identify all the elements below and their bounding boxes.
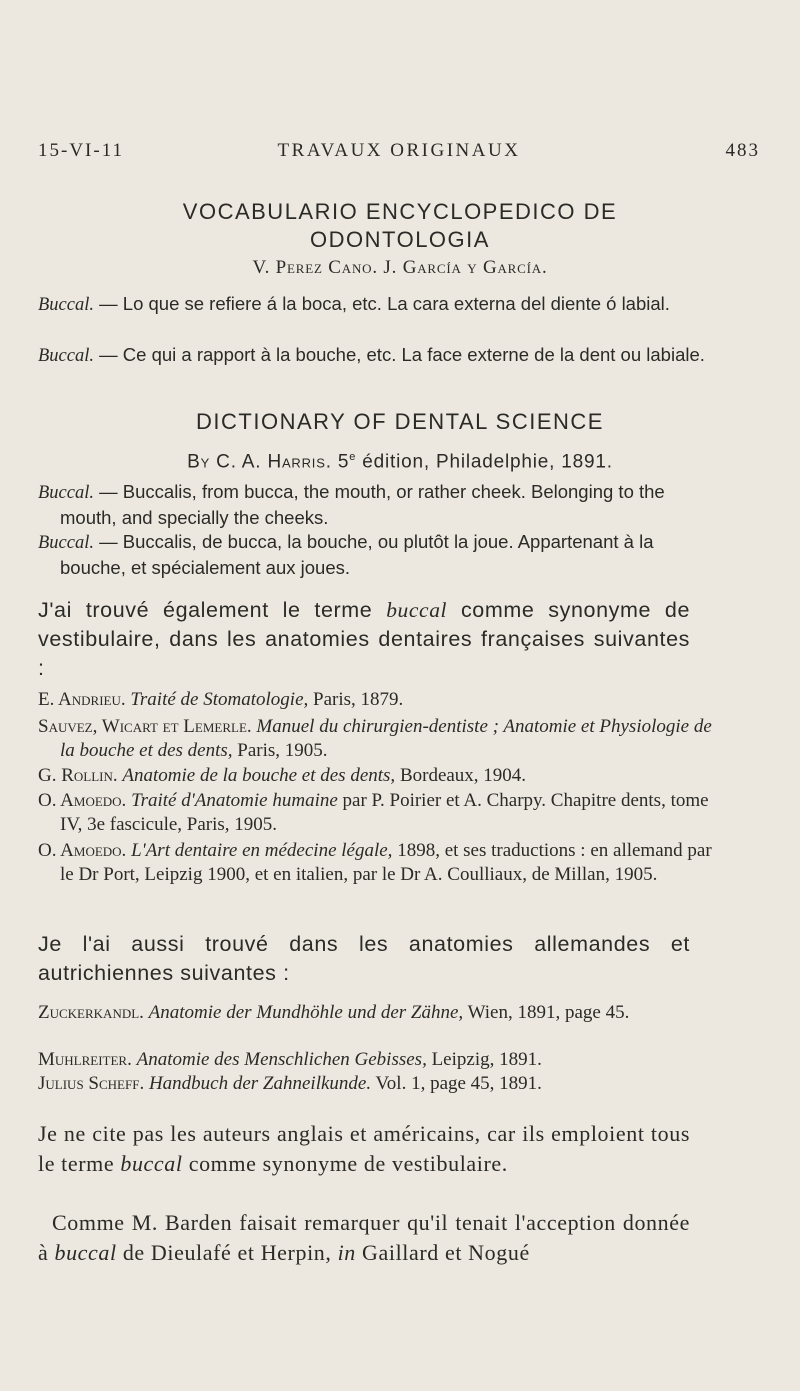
issue-date: 15-VI-11: [38, 140, 124, 161]
reference-scheff: Julius Scheff. Handbuch der Zahneilkunde. Vol. 1, page 45, 1891.: [38, 1073, 542, 1094]
reference-muhlreiter: Muhlreiter. Anatomie des Menschlichen Gebisses, Leipzig, 1891.: [38, 1049, 542, 1070]
running-head: [38, 140, 760, 170]
paragraph-french-anatomies: J'ai trouvé également le terme buccal comme synonyme de vestibulaire, dans les anatomies dentaires françaises suivantes :: [38, 598, 691, 680]
paragraph-english-authors: Je ne cite pas les auteurs anglais et américains, car ils emploient tous le terme buccal comme synonyme de vestibulaire.: [38, 1121, 690, 1176]
paragraph-german-anatomies: Je l'ai aussi trouvé dans les anatomies allemandes et autrichiennes suivantes :: [38, 932, 690, 985]
vocab-entry-spanish: Buccal. — Lo que se refiere á la boca, etc. La cara externa del diente ó labial.: [38, 293, 670, 315]
dict-authors: By C. A. Harris. 5e édition, Philadelphie, 1891.: [187, 451, 613, 473]
reference-sauvez: Sauvez, Wicart et Lemerle. Manuel du chirurgien-dentiste ; Anatomie et Physiologie de la bouche et des dents, Paris, 1905.: [38, 716, 712, 761]
page-number: 483: [725, 140, 760, 161]
section-heading: TRAVAUX ORIGINAUX: [277, 140, 521, 161]
dict-entry-french: Buccal. — Buccalis, de bucca, la bouche, ou plutôt la joue. Appartenant à la bouche, et spécialement aux joues.: [38, 531, 654, 578]
reference-rollin: G. Rollin. Anatomie de la bouche et des dents, Bordeaux, 1904.: [38, 765, 527, 786]
reference-andrieu: E. Andrieu. Traité de Stomatologie, Paris, 1879.: [38, 689, 404, 710]
paragraph-barden: Comme M. Barden faisait remarquer qu'il tenait l'acception donnée à buccal de Dieulafé et Herpin, in Gaillard et Nogué: [38, 1210, 690, 1265]
dict-title: DICTIONARY OF DENTAL SCIENCE: [196, 409, 604, 434]
dict-entry-english: Buccal. — Buccalis, from bucca, the mouth, or rather cheek. Belonging to the mouth, and specially the cheeks.: [38, 481, 665, 528]
vocab-title: VOCABULARIO ENCYCLOPEDICO DE ODONTOLOGIA: [182, 199, 618, 252]
vocab-entry-french: Buccal. — Ce qui a rapport à la bouche, etc. La face externe de la dent ou labiale.: [38, 344, 705, 366]
vocab-authors: V. Perez Cano. J. García y García.: [252, 257, 548, 278]
reference-amoedo-art-dentaire: O. Amoedo. L'Art dentaire en médecine légale, 1898, et ses traductions : en allemand par le Dr Port, Leipzig 1900, et en italien, par le Dr A. Coulliaux, de Millan, 1905.: [38, 840, 712, 885]
reference-amoedo-anatomie: O. Amoedo. Traité d'Anatomie humaine par P. Poirier et A. Charpy. Chapitre dents, tome IV, 3e fascicule, Paris, 1905.: [38, 790, 709, 835]
reference-zuckerkandl: Zuckerkandl. Anatomie der Mundhöhle und der Zähne, Wien, 1891, page 45.: [38, 1002, 630, 1023]
